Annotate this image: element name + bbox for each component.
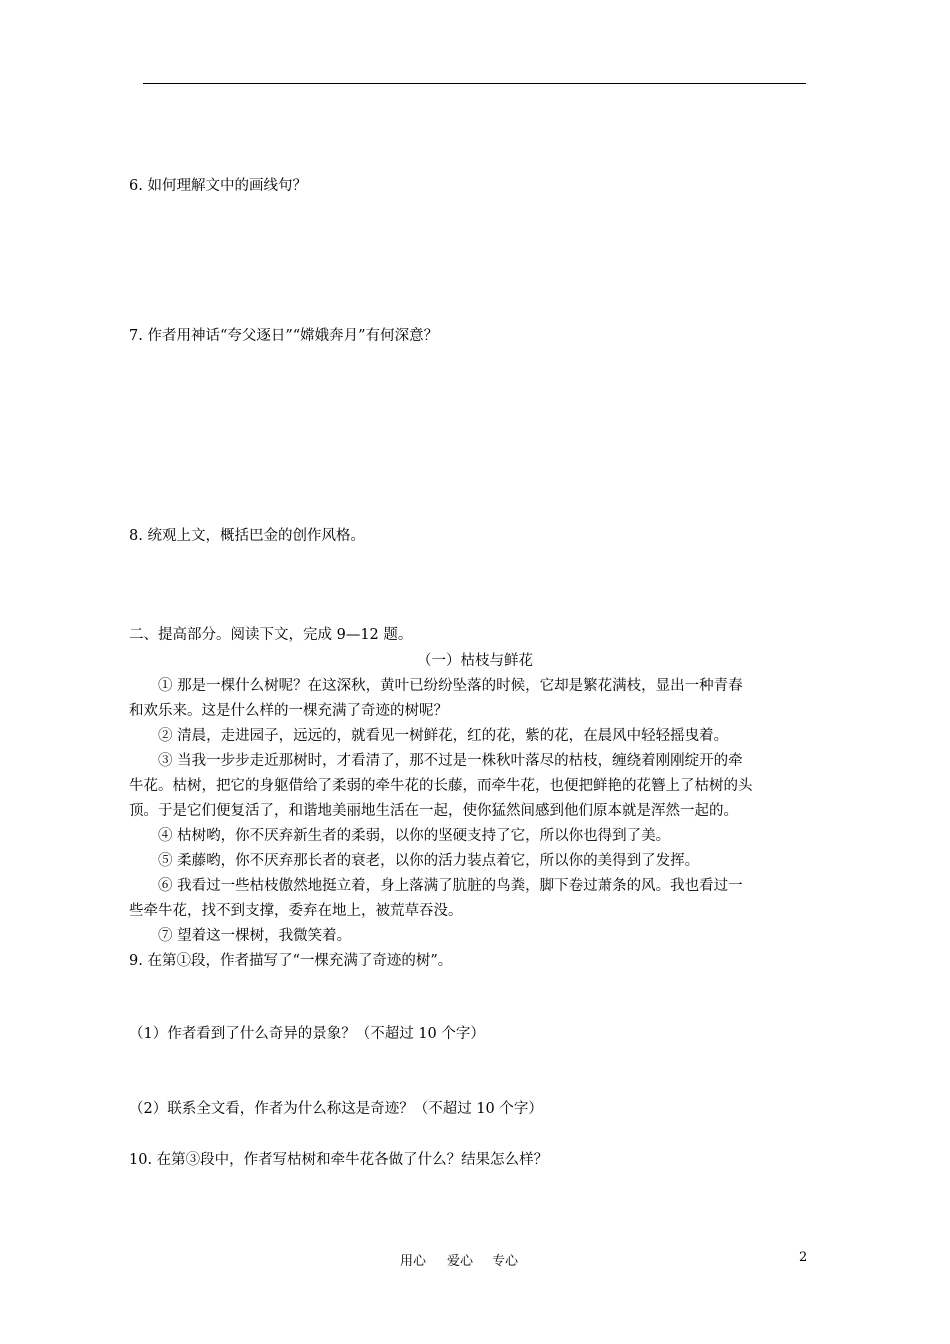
passage-line: 顶。于是它们便复活了，和谐地美丽地生活在一起，使你猛然间感到他们原本就是浑然一起的。 (129, 803, 738, 819)
footer-word-3: 专心 (492, 1254, 519, 1269)
page-number: 2 (799, 1250, 808, 1265)
question-7: 7. 作者用神话“夸父逐日”“嫦娥奔月”有何深意？ (129, 328, 439, 344)
passage-line: 牛花。枯树，把它的身躯借给了柔弱的牵牛花的长藤，而牵牛花，也便把鲜艳的花簪上了枯树的头 (129, 778, 753, 794)
passage-line: ⑦ 望着这一棵树，我微笑着。 (158, 928, 352, 944)
footer-word-1: 用心 (400, 1254, 427, 1269)
footer-word-2: 爱心 (447, 1254, 474, 1269)
section-heading: 二、提高部分。阅读下文，完成 9—12 题。 (129, 627, 413, 643)
passage-line: ④ 枯树哟，你不厌弃新生者的柔弱，以你的坚硬支持了它，所以你也得到了美。 (158, 828, 671, 844)
question-9-1: （1）作者看到了什么奇异的景象？（不超过 10 个字） (129, 1026, 485, 1042)
passage-line: 些牵牛花，找不到支撑，委弃在地上，被荒草吞没。 (129, 903, 463, 919)
question-10: 10. 在第③段中，作者写枯树和牵牛花各做了什么？结果怎么样？ (129, 1152, 549, 1168)
passage-title: （一）枯枝与鲜花 (417, 653, 533, 669)
question-6: 6. 如何理解文中的画线句？ (129, 178, 307, 194)
passage-line: ⑤ 柔藤哟，你不厌弃那长者的衰老，以你的活力装点着它，所以你的美得到了发挥。 (158, 853, 700, 869)
passage-line: ⑥ 我看过一些枯枝傲然地挺立着，身上落满了肮脏的鸟粪，脚下卷过萧条的风。我也看过一 (158, 878, 743, 894)
passage-line: ② 清晨，走进园子，远远的，就看见一树鲜花，红的花，紫的花，在晨风中轻轻摇曳着。 (158, 728, 729, 744)
passage-line: 和欢乐来。这是什么样的一棵充满了奇迹的树呢？ (129, 703, 448, 719)
passage-line: ③ 当我一步步走近那树时，才看清了，那不过是一株秋叶落尽的枯枝，缠绕着刚刚绽开的牵 (158, 753, 743, 769)
passage-line: ① 那是一棵什么树呢？在这深秋，黄叶已纷纷坠落的时候，它却是繁花满枝，显出一种青春 (158, 678, 743, 694)
question-8: 8. 统观上文，概括巴金的创作风格。 (129, 528, 365, 544)
header-rule (143, 83, 806, 84)
question-9-2: （2）联系全文看，作者为什么称这是奇迹？（不超过 10 个字） (129, 1101, 543, 1117)
question-9: 9. 在第①段，作者描写了“一棵充满了奇迹的树”。 (129, 953, 453, 969)
